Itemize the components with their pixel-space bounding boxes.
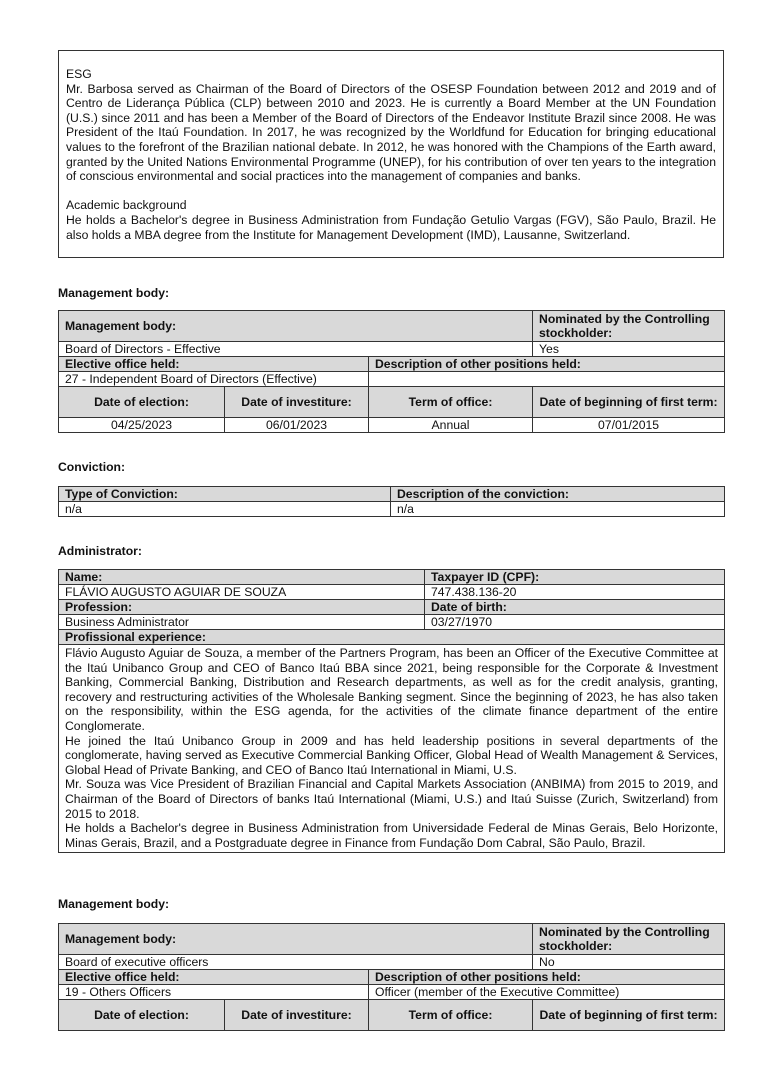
esg-heading: ESG [66,67,92,81]
mgmt2-term-label: Term of office: [369,1000,533,1031]
experience-paragraph: Mr. Souza was Vice President of Brazilian Financial and Capital Markets Association (ANBIMA) from 2015 to 2019, and Chairman of the Board of Directors of banks Itaú International (Miami, U.S.) and Itaú Suisse (Zurich, Switzerland) from 2015 to 2018. [65,777,718,821]
mgmt2-investiture-label: Date of investiture: [225,1000,369,1031]
mgmt1-section-label: Management body: [58,286,170,300]
admin-profession-value: Business Administrator [59,615,425,630]
mgmt2-body-value: Board of executive officers [59,955,533,970]
mgmt1-body-value: Board of Directors - Effective [59,342,533,357]
academic-heading: Academic background [66,198,187,213]
mgmt2-elective-value: 19 - Others Officers [59,985,369,1000]
academic-text: He holds a Bachelor's degree in Business Administration from Fundação Getulio Vargas (FGV), São Paulo, Brazil. He also holds a MBA degree from the Institute for Management Development (IMD), Lausanne, Switzerland. [66,212,716,242]
mgmt1-first-term-value: 07/01/2015 [533,418,725,433]
mgmt2-body-label: Management body: [59,924,533,955]
conviction-desc-label: Description of the conviction: [391,487,725,502]
mgmt2-election-label: Date of election: [59,1000,225,1031]
admin-table [58,569,725,853]
mgmt1-term-label: Term of office: [369,387,533,418]
admin-experience-label: Profissional experience: [59,630,725,645]
mgmt1-term-value: Annual [369,418,533,433]
mgmt2-other-value: Officer (member of the Executive Committee) [369,985,725,1000]
mgmt1-nominated-label: Nominated by the Controlling stockholder: [533,311,725,342]
mgmt2-other-label: Description of other positions held: [369,970,725,985]
mgmt2-first-term-label: Date of beginning of first term: [533,1000,725,1031]
mgmt1-body-label: Management body: [59,311,533,342]
admin-experience-text [59,645,725,853]
mgmt2-elective-label: Elective office held: [59,970,369,985]
esg-text: Mr. Barbosa served as Chairman of the Board of Directors of the OSESP Foundation between 2012 and 2019 and of Centro de Liderança Pública (CLP) between 2010 and 2023. He is currently a Board Member at the UN Foundation (U.S.) since 2011 and has been a Member of the Board of Directors of the Endeavor Institute Brazil since 2008. He was President of the Itaú Foundation. In 2017, he was recognized by the Worldfund for Education for bringing educational values to the forefront of the Brazilian national debate. In 2012, he was honored with the Champions of the Earth award, granted by the United Nations Environmental Programme (UNEP), for his contribution of over ten years to the integration of conscious environmental and social practices into the management of companies and banks. [66,81,716,184]
admin-cpf-label: Taxpayer ID (CPF): [425,570,725,585]
conviction-table [58,486,725,517]
experience-paragraph: He holds a Bachelor's degree in Business Administration from Universidade Federal de Minas Gerais, Belo Horizonte, Minas Gerais, Brazil, and a Postgraduate degree in Finance from Fundação Dom Cabral, São Paulo, Brazil. [65,821,718,850]
mgmt1-investiture-value: 06/01/2023 [225,418,369,433]
conviction-type-label: Type of Conviction: [59,487,391,502]
mgmt2-table [58,923,725,1031]
conviction-section-label: Conviction: [58,460,126,474]
mgmt1-other-value [369,372,725,387]
admin-profession-label: Profession: [59,600,425,615]
admin-cpf-value: 747.438.136-20 [425,585,725,600]
mgmt1-other-label: Description of other positions held: [369,357,725,372]
admin-dob-label: Date of birth: [425,600,725,615]
mgmt1-nominated-value: Yes [533,342,725,357]
mgmt1-first-term-label: Date of beginning of first term: [533,387,725,418]
mgmt1-election-value: 04/25/2023 [59,418,225,433]
mgmt1-elective-label: Elective office held: [59,357,369,372]
mgmt2-nominated-label: Nominated by the Controlling stockholder: [533,924,725,955]
experience-paragraph: Flávio Augusto Aguiar de Souza, a member of the Partners Program, has been an Officer of the Executive Committee at the Itaú Unibanco Group and CEO of Banco Itaú BBA since 2021, being responsible for the Corporate & Investment Banking, Commercial Banking, Distribution and Research departments, as well as for the credit analysis, granting, recovery and restructuring activities of the Wholesale Banking segment. Since the beginning of 2023, he has also taken on the responsibility, within the ESG agenda, for the activities of the climate finance department of the entire Conglomerate. [65,646,718,733]
admin-section-label: Administrator: [58,544,142,558]
mgmt1-table [58,310,725,433]
mgmt1-election-label: Date of election: [59,387,225,418]
mgmt2-section-label: Management body: [58,897,170,911]
admin-name-value: FLÁVIO AUGUSTO AGUIAR DE SOUZA [59,585,425,600]
mgmt1-investiture-label: Date of investiture: [225,387,369,418]
conviction-type-value: n/a [59,502,391,517]
bio-box [58,50,724,258]
admin-name-label: Name: [59,570,425,585]
mgmt2-nominated-value: No [533,955,725,970]
admin-dob-value: 03/27/1970 [425,615,725,630]
experience-paragraph: He joined the Itaú Unibanco Group in 2009 and has held leadership positions in several departments of the conglomerate, having served as Executive Commercial Banking Officer, Global Head of Wealth Management & Services, Global Head of Private Banking, and CEO of Banco Itaú International in Miami, U.S. [65,733,718,777]
mgmt1-elective-value: 27 - Independent Board of Directors (Effective) [59,372,369,387]
conviction-desc-value: n/a [391,502,725,517]
spacer [66,184,716,199]
